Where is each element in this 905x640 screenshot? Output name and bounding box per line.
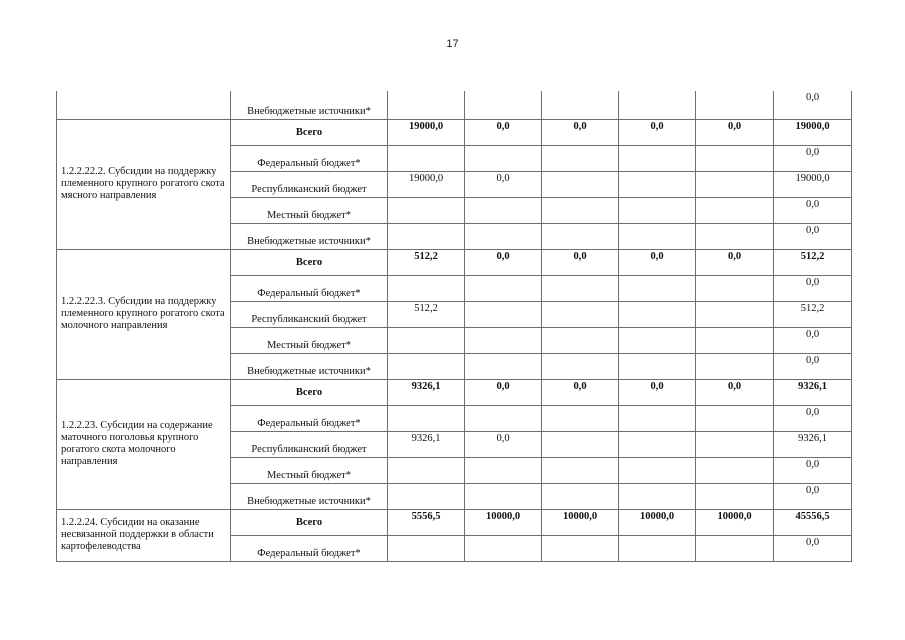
- year-value-cell: [388, 535, 465, 561]
- year-value-cell: [542, 91, 619, 119]
- year-value-cell: 9326,1: [388, 431, 465, 457]
- total-value-cell: 0,0: [774, 327, 852, 353]
- year-value-cell: [465, 145, 542, 171]
- source-label: Внебюджетные источники*: [231, 223, 388, 249]
- year-value-cell: [619, 483, 696, 509]
- year-value-cell: [465, 223, 542, 249]
- total-label: Всего: [231, 249, 388, 275]
- year-value-cell: 0,0: [542, 249, 619, 275]
- year-value-cell: [619, 223, 696, 249]
- year-value-cell: [388, 327, 465, 353]
- year-value-cell: [388, 275, 465, 301]
- year-value-cell: 0,0: [542, 119, 619, 145]
- total-value-cell: 0,0: [774, 535, 852, 561]
- total-value-cell: 512,2: [774, 301, 852, 327]
- source-label: Федеральный бюджет*: [231, 275, 388, 301]
- year-value-cell: [619, 535, 696, 561]
- year-value-cell: 0,0: [465, 431, 542, 457]
- year-value-cell: [542, 145, 619, 171]
- page-number: 17: [446, 38, 459, 50]
- year-value-cell: [696, 327, 774, 353]
- year-value-cell: [465, 327, 542, 353]
- year-value-cell: [542, 405, 619, 431]
- year-value-cell: 0,0: [465, 119, 542, 145]
- year-value-cell: 5556,5: [388, 509, 465, 535]
- year-value-cell: [542, 223, 619, 249]
- year-value-cell: 10000,0: [465, 509, 542, 535]
- year-value-cell: [696, 223, 774, 249]
- year-value-cell: [696, 91, 774, 119]
- year-value-cell: [619, 197, 696, 223]
- total-value-cell: 9326,1: [774, 379, 852, 405]
- year-value-cell: 0,0: [696, 119, 774, 145]
- year-value-cell: [696, 457, 774, 483]
- program-name: 1.2.2.23. Субсидии на содержание маточного поголовья крупного рогатого скота молочного направления: [57, 379, 231, 509]
- year-value-cell: [619, 301, 696, 327]
- source-label: Республиканский бюджет: [231, 171, 388, 197]
- budget-table: [56, 91, 852, 562]
- total-value-cell: 0,0: [774, 145, 852, 171]
- total-value-cell: 0,0: [774, 457, 852, 483]
- year-value-cell: [619, 91, 696, 119]
- total-value-cell: 0,0: [774, 275, 852, 301]
- year-value-cell: 0,0: [619, 249, 696, 275]
- total-value-cell: 19000,0: [774, 119, 852, 145]
- total-value-cell: 0,0: [774, 353, 852, 379]
- table-row-total: [57, 379, 852, 405]
- total-value-cell: 45556,5: [774, 509, 852, 535]
- source-label: Федеральный бюджет*: [231, 535, 388, 561]
- table-row-total: [57, 119, 852, 145]
- year-value-cell: [465, 457, 542, 483]
- total-value-cell: 0,0: [774, 223, 852, 249]
- year-value-cell: 10000,0: [696, 509, 774, 535]
- year-value-cell: 512,2: [388, 249, 465, 275]
- year-value-cell: [696, 301, 774, 327]
- year-value-cell: [465, 301, 542, 327]
- year-value-cell: [696, 145, 774, 171]
- program-cell: [57, 91, 231, 119]
- year-value-cell: 10000,0: [542, 509, 619, 535]
- year-value-cell: [696, 483, 774, 509]
- program-name: 1.2.2.22.3. Субсидии на поддержку племенного крупного рогатого скота молочного направления: [57, 249, 231, 379]
- table-row-total: [57, 249, 852, 275]
- year-value-cell: 0,0: [619, 119, 696, 145]
- year-value-cell: [465, 405, 542, 431]
- total-value-cell: 0,0: [774, 405, 852, 431]
- year-value-cell: 0,0: [696, 249, 774, 275]
- total-label: Всего: [231, 509, 388, 535]
- year-value-cell: [542, 483, 619, 509]
- source-label: Внебюджетные источники*: [231, 483, 388, 509]
- total-value-cell: 0,0: [774, 483, 852, 509]
- year-value-cell: [465, 535, 542, 561]
- year-value-cell: [465, 353, 542, 379]
- year-value-cell: 0,0: [619, 379, 696, 405]
- year-value-cell: 0,0: [465, 379, 542, 405]
- year-value-cell: 0,0: [542, 379, 619, 405]
- year-value-cell: [696, 405, 774, 431]
- year-value-cell: 0,0: [696, 379, 774, 405]
- source-label: Местный бюджет*: [231, 327, 388, 353]
- year-value-cell: 10000,0: [619, 509, 696, 535]
- year-value-cell: 0,0: [465, 249, 542, 275]
- program-name: 1.2.2.22.2. Субсидии на поддержку племенного крупного рогатого скота мясного направления: [57, 119, 231, 249]
- year-value-cell: [619, 353, 696, 379]
- year-value-cell: [542, 301, 619, 327]
- year-value-cell: 512,2: [388, 301, 465, 327]
- year-value-cell: [465, 275, 542, 301]
- year-value-cell: [388, 353, 465, 379]
- source-label: Республиканский бюджет: [231, 301, 388, 327]
- year-value-cell: [542, 171, 619, 197]
- year-value-cell: [619, 327, 696, 353]
- year-value-cell: [696, 535, 774, 561]
- year-value-cell: [696, 431, 774, 457]
- source-label: Республиканский бюджет: [231, 431, 388, 457]
- year-value-cell: [388, 91, 465, 119]
- table-row: [57, 91, 852, 119]
- year-value-cell: [388, 197, 465, 223]
- year-value-cell: [542, 353, 619, 379]
- source-label: Внебюджетные источники*: [231, 91, 388, 119]
- year-value-cell: [465, 197, 542, 223]
- total-value-cell: 512,2: [774, 249, 852, 275]
- year-value-cell: [619, 457, 696, 483]
- year-value-cell: [388, 483, 465, 509]
- year-value-cell: 9326,1: [388, 379, 465, 405]
- year-value-cell: [542, 457, 619, 483]
- program-name: 1.2.2.24. Субсидии на оказание несвязанной поддержки в области картофелеводства: [57, 509, 231, 561]
- total-label: Всего: [231, 379, 388, 405]
- year-value-cell: [619, 275, 696, 301]
- year-value-cell: [696, 197, 774, 223]
- source-label: Федеральный бюджет*: [231, 405, 388, 431]
- total-value-cell: 0,0: [774, 91, 852, 119]
- year-value-cell: [542, 197, 619, 223]
- total-label: Всего: [231, 119, 388, 145]
- year-value-cell: [542, 327, 619, 353]
- table-row-total: [57, 509, 852, 535]
- year-value-cell: [619, 431, 696, 457]
- year-value-cell: [388, 145, 465, 171]
- year-value-cell: [542, 275, 619, 301]
- year-value-cell: [465, 483, 542, 509]
- total-value-cell: 19000,0: [774, 171, 852, 197]
- year-value-cell: 19000,0: [388, 171, 465, 197]
- total-value-cell: 0,0: [774, 197, 852, 223]
- year-value-cell: 0,0: [465, 171, 542, 197]
- source-label: Федеральный бюджет*: [231, 145, 388, 171]
- year-value-cell: [388, 223, 465, 249]
- year-value-cell: [696, 353, 774, 379]
- total-value-cell: 9326,1: [774, 431, 852, 457]
- source-label: Местный бюджет*: [231, 197, 388, 223]
- year-value-cell: [388, 457, 465, 483]
- source-label: Внебюджетные источники*: [231, 353, 388, 379]
- year-value-cell: [619, 405, 696, 431]
- year-value-cell: [388, 405, 465, 431]
- year-value-cell: [619, 145, 696, 171]
- year-value-cell: [696, 275, 774, 301]
- source-label: Местный бюджет*: [231, 457, 388, 483]
- year-value-cell: [696, 171, 774, 197]
- year-value-cell: [542, 535, 619, 561]
- year-value-cell: [619, 171, 696, 197]
- year-value-cell: 19000,0: [388, 119, 465, 145]
- year-value-cell: [542, 431, 619, 457]
- year-value-cell: [465, 91, 542, 119]
